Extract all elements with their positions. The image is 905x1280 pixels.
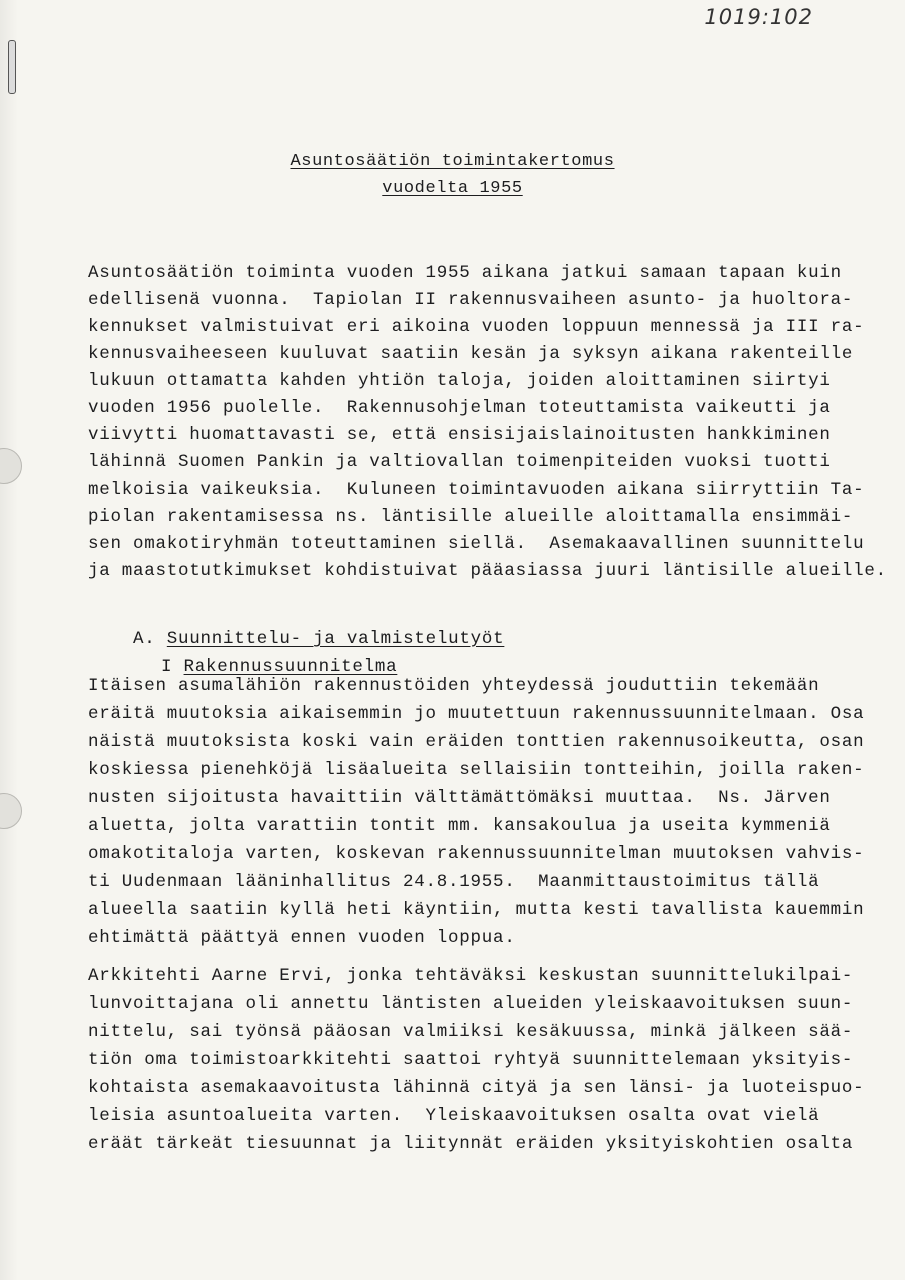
text-line: Itäisen asumalähiön rakennustöiden yhteydessä jouduttiin tekemään <box>88 676 820 696</box>
text-line: kennukset valmistuivat eri aikoina vuoden loppuun mennessä ja III ra- <box>88 317 865 337</box>
text-line: eräitä muutoksia aikaisemmin jo muutettuun rakennussuunnitelmaan. Osa <box>88 704 865 724</box>
text-line: vuoden 1956 puolelle. Rakennusohjelman toteuttamista vaikeutti ja <box>88 398 831 418</box>
text-line: aluetta, jolta varattiin tontit mm. kansakoulua ja useita kymmeniä <box>88 816 831 836</box>
text-line: kohtaista asemakaavoitusta lähinnä cityä ja sen länsi- ja luoteispuo- <box>88 1078 865 1098</box>
text-line: ja maastotutkimukset kohdistuivat pääasiassa juuri läntisille alueille. <box>88 561 887 581</box>
text-line: koskiessa pienehköjä lisäalueita sellaisiin tontteihin, joilla raken- <box>88 760 865 780</box>
section-number: A. <box>133 629 156 649</box>
document-subtitle: vuodelta 1955 <box>382 179 523 198</box>
text-line: tiön oma toimistoarkkitehti saattoi ryhtyä suunnittelemaan yksityis- <box>88 1050 854 1070</box>
text-line: sen omakotiryhmän toteuttaminen siellä. Asemakaavallinen suunnittelu <box>88 534 865 554</box>
text-line: viivytti huomattavasti se, että ensisijaislainoitusten hankkiminen <box>88 425 831 445</box>
staple <box>8 40 16 94</box>
section-title: Suunnittelu- ja valmistelutyöt <box>166 629 505 649</box>
subsection-title: Rakennussuunnitelma <box>183 657 398 677</box>
punch-hole-upper <box>0 448 22 484</box>
text-line: eräät tärkeät tiesuunnat ja liitynnät eräiden yksityiskohtien osalta <box>88 1134 854 1154</box>
text-line: nusten sijoitusta havaittiin välttämättömäksi muuttaa. Ns. Järven <box>88 788 831 808</box>
text-line: alueella saatiin kyllä heti käyntiin, mutta kesti tavallista kauemmin <box>88 900 865 920</box>
text-line: näistä muutoksista koski vain eräiden tonttien rakennusoikeutta, osan <box>88 732 865 752</box>
text-line: ehtimättä päättyä ennen vuoden loppua. <box>88 928 516 948</box>
text-line: lukuun ottamatta kahden yhtiön taloja, joiden aloittaminen siirtyi <box>88 371 831 391</box>
punch-hole-lower <box>0 793 22 829</box>
text-line: kennusvaiheeseen kuuluvat saatiin kesän ja syksyn aikana rakenteille <box>88 344 854 364</box>
text-line: lunvoittajana oli annettu läntisten alueiden yleiskaavoituksen suun- <box>88 994 854 1014</box>
text-line: nittelu, sai työnsä pääosan valmiiksi kesäkuussa, minkä jälkeen sää- <box>88 1022 854 1042</box>
text-line: edellisenä vuonna. Tapiolan II rakennusvaiheen asunto- ja huoltora- <box>88 290 854 310</box>
text-line: piolan rakentamisessa ns. läntisille alueille aloittamalla ensimmäi- <box>88 507 854 527</box>
text-line: Asuntosäätiön toiminta vuoden 1955 aikana jatkui samaan tapaan kuin <box>88 263 842 283</box>
text-line: melkoisia vaikeuksia. Kuluneen toimintavuoden aikana siirryttiin Ta- <box>88 480 865 500</box>
text-line: Arkkitehti Aarne Ervi, jonka tehtäväksi keskustan suunnittelukilpai- <box>88 966 854 986</box>
archive-reference: 1019:102 <box>704 5 813 29</box>
document-title: Asuntosäätiön toimintakertomus <box>290 152 615 171</box>
subsection-number: I <box>161 657 173 677</box>
text-line: lähinnä Suomen Pankin ja valtiovallan toimenpiteiden vuoksi tuotti <box>88 452 831 472</box>
text-line: ti Uudenmaan lääninhallitus 24.8.1955. Maanmittaustoimitus tällä <box>88 872 820 892</box>
text-line: leisia asuntoalueita varten. Yleiskaavoituksen osalta ovat vielä <box>88 1106 820 1126</box>
text-line: omakotitaloja varten, koskevan rakennussuunnitelman muutoksen vahvis- <box>88 844 865 864</box>
